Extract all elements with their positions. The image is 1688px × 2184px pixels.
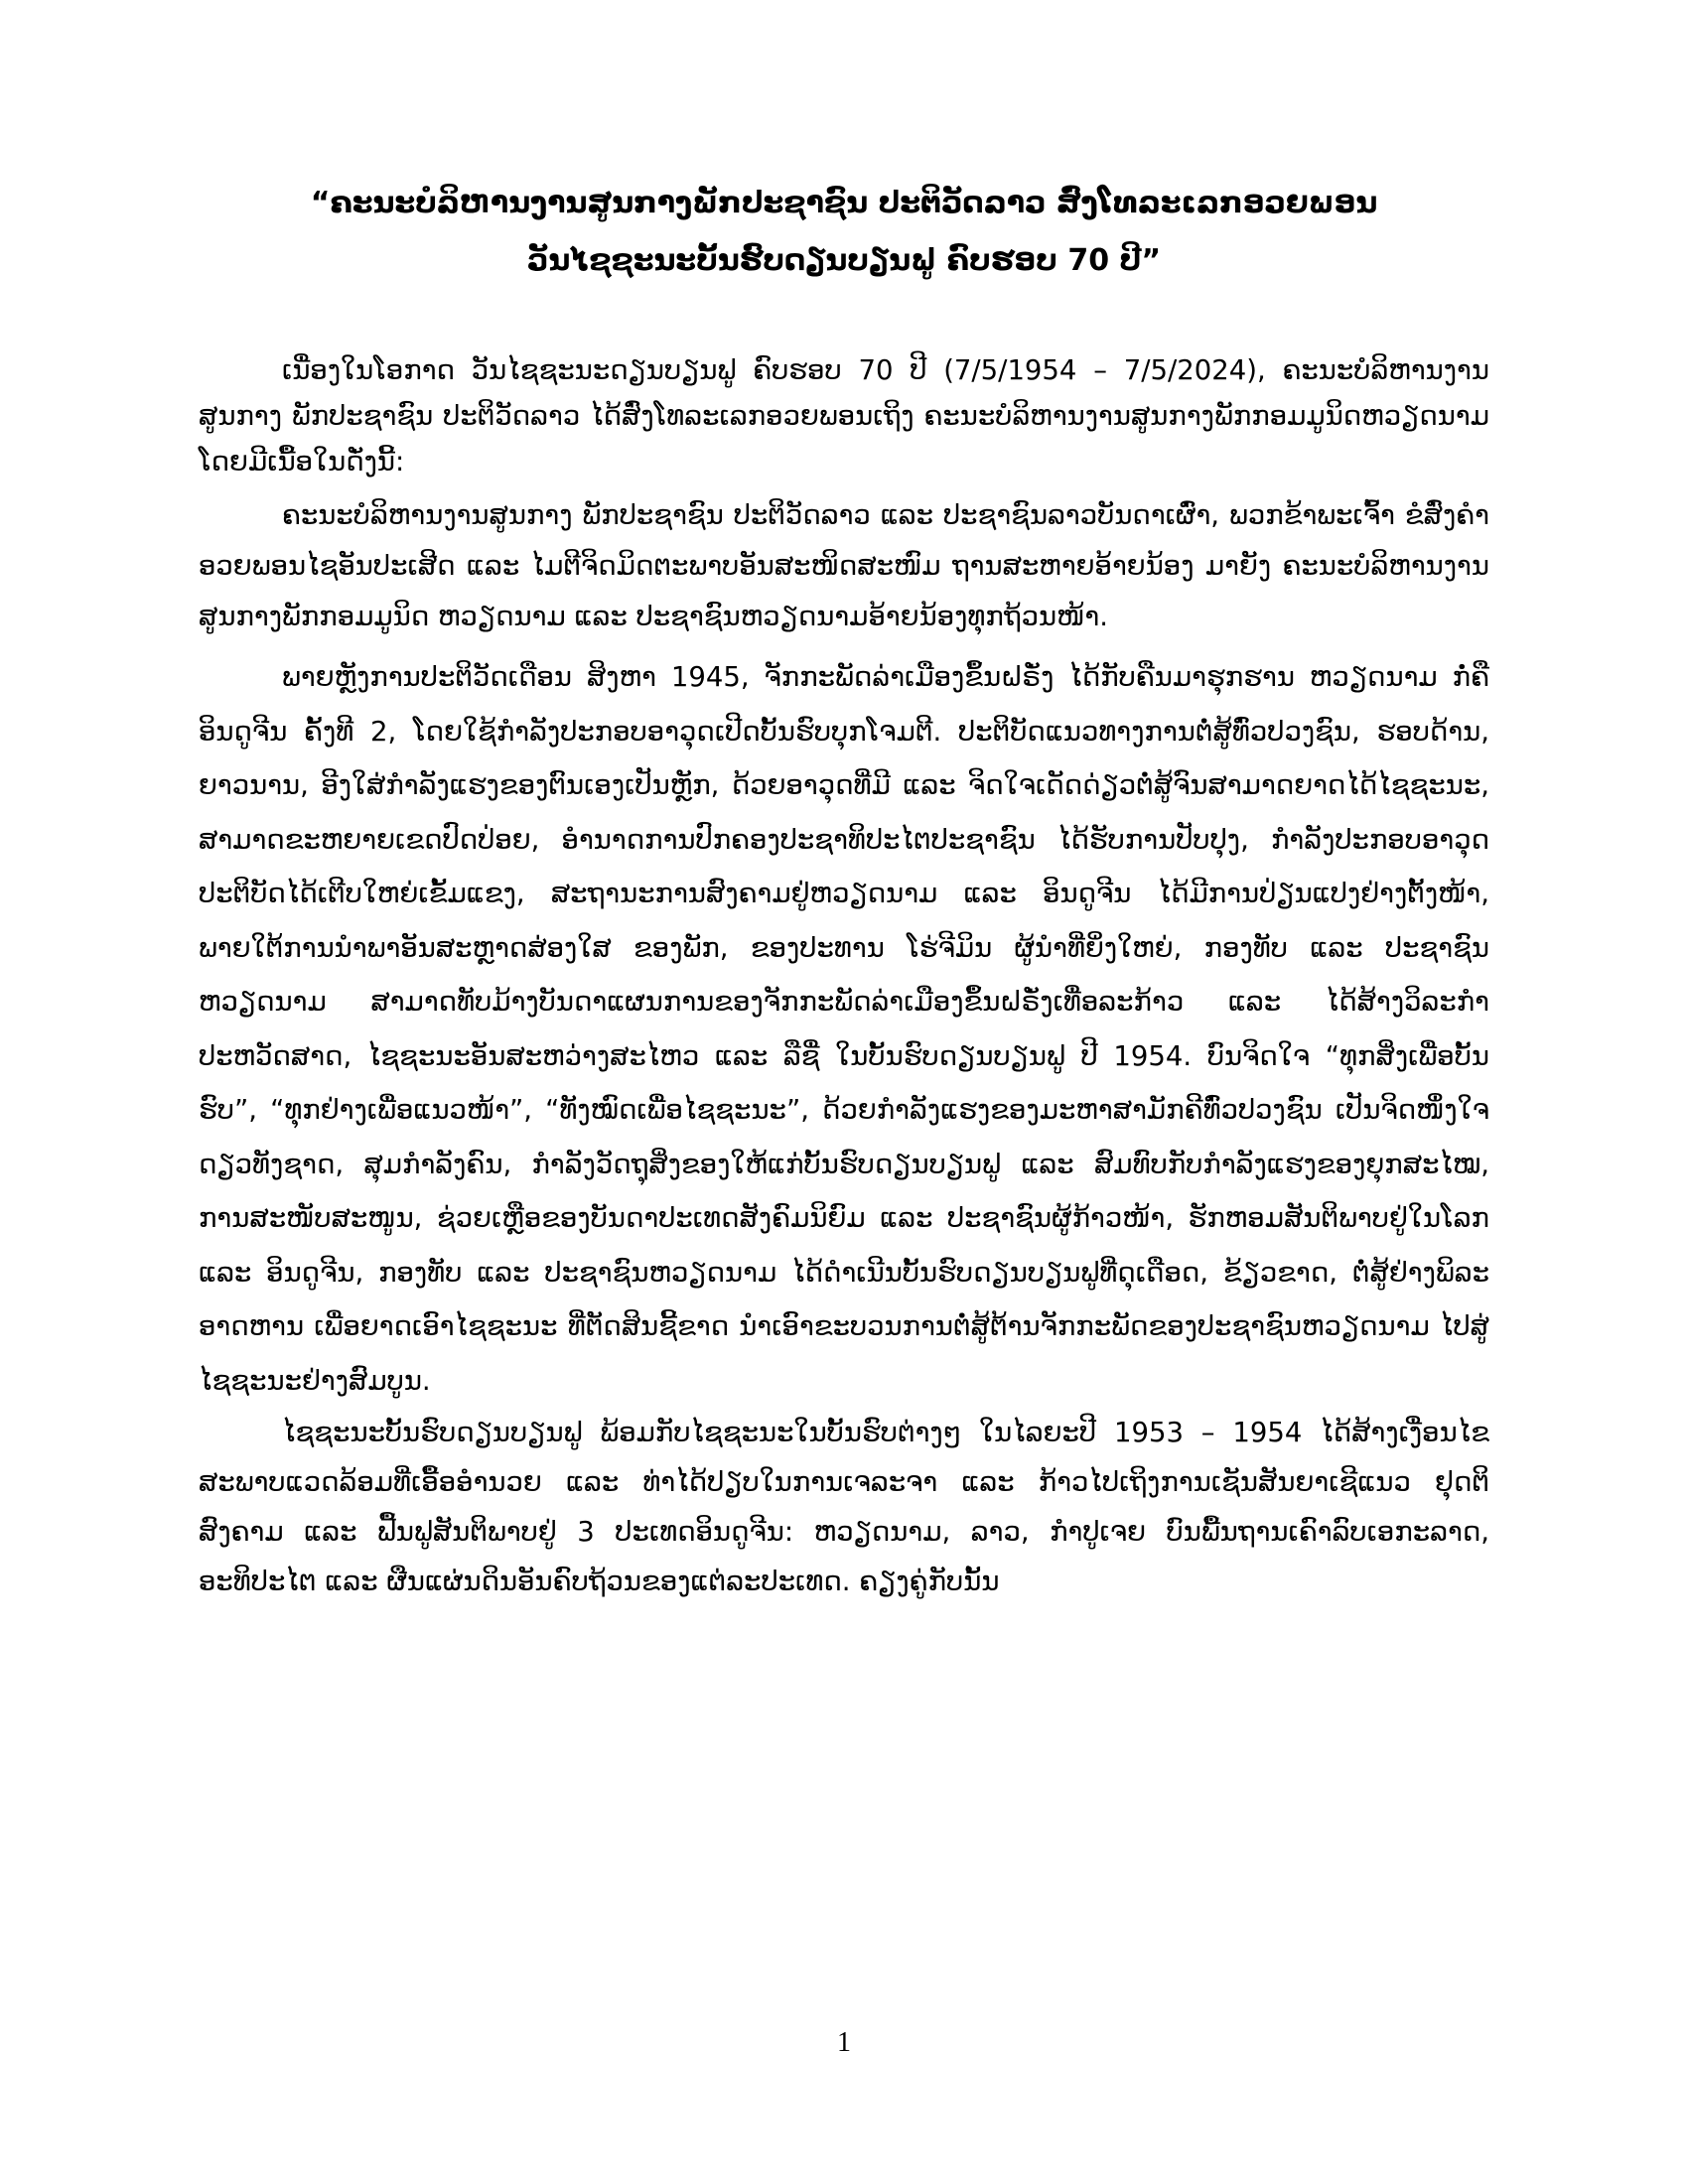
paragraph-outcome: ໄຊຊະນະບັ້ນຮົບດຽນບຽນຟູ ພ້ອມກັບໄຊຊະນະໃນບັ້ນຮົບຕ່າງໆ ໃນໄລຍະປີ 1953 – 1954 ໄດ້ສ້າງເງື່ອນໄຂສະພາບແວດລ້ອມທີ່ເອື້ອອໍານວຍ ແລະ ທ່າໄດ້ປຽບໃນການເຈລະຈາ ແລະ ກ້າວໄປເຖິງການເຊັນສັນຍາເຊີແນວ ຢຸດຕິສົງຄາມ ແລະ ຟື້ນຟູສັນຕິພາບຢູ່ 3 ປະເທດອິນດູຈີນ: ຫວຽດນາມ, ລາວ, ກໍາປູເຈຍ ບົນພື້ນຖານເຄົາລົບເອກະລາດ, ອະທິປະໄຕ ແລະ ຜືນແຜ່ນດິນອັນຄົບຖ້ວນຂອງແຕ່ລະປະເທດ. ຄຽງຄູ່ກັບນັ້ນ xyxy=(199,1417,1489,1597)
title-line-2: ວັນໄຊຊະນະບັ້ນຮົບດຽນບຽນຟູ ຄົບຮອບ 70 ປີ” xyxy=(526,243,1162,278)
paragraph-greeting: ຄະນະບໍລິຫານງານສູນກາງ ພັກປະຊາຊົນ ປະຕິວັດລາວ ແລະ ປະຊາຊົນລາວບັນດາເຜົ່າ, ພວກຂ້າພະເຈົ້າ ຂໍສົ່ງຄໍາອວຍພອນໄຊອັນປະເສີດ ແລະ ໄມຕີຈິດມິດຕະພາບອັນສະໜິດສະໜົມ ຖານສະຫາຍອ້າຍນ້ອງ ມາຍັງ ຄະນະບໍລິຫານງານສູນກາງພັກກອມມູນິດ ຫວຽດນາມ ແລະ ປະຊາຊົນຫວຽດນາມອ້າຍນ້ອງທຸກຖ້ວນໜ້າ. xyxy=(199,499,1489,632)
paragraph-intro: ເນື່ອງໃນໂອກາດ ວັນໄຊຊະນະດຽນບຽນຟູ ຄົບຮອບ 70 ປີ (7/5/1954 – 7/5/2024), ຄະນະບໍລິຫານງານສູນກາງ ພັກປະຊາຊົນ ປະຕິວັດລາວ ໄດ້ສົ່ງໂທລະເລກອວຍພອນເຖິງ ຄະນະບໍລິຫານງານສູນກາງພັກກອມມູນິດຫວຽດນາມ ໂດຍມີເນື້ອໃນດັ່ງນີ້: xyxy=(199,354,1489,478)
page-number: 1 xyxy=(837,2027,851,2058)
paragraph-history: ພາຍຫຼັງການປະຕິວັດເດືອນ ສິງຫາ 1945, ຈັກກະພັດລ່າເມືອງຂຶ້ນຝຣັ່ງ ໄດ້ກັບຄືນມາຮຸກຮານ ຫວຽດນາມ ກໍ່ຄື ອິນດູຈີນ ຄັ້ງທີ 2, ໂດຍໃຊ້ກໍາລັງປະກອບອາວຸດເປີດບັ້ນຮົບບຸກໂຈມຕີ. ປະຕິບັດແນວທາງການຕໍ່ສູ້ທົ່ວປວງຊົນ, ຮອບດ້ານ, ຍາວນານ, ອີງໃສ່ກໍາລັງແຮງຂອງຕົນເອງເປັນຫຼັກ, ດ້ວຍອາວຸດທີ່ມີ ແລະ ຈິດໃຈເດັດດ່ຽວຕໍ່ສູ້ຈົນສາມາດຍາດໄດ້ໄຊຊະນະ, ສາມາດຂະຫຍາຍເຂດປົດປ່ອຍ, ອໍານາດການປົກຄອງປະຊາທິປະໄຕປະຊາຊົນ ໄດ້ຮັບການປັບປຸງ, ກໍາລັງປະກອບອາວຸດປະຕິບັດໄດ້ເຕີບໃຫຍ່ເຂັ້ມແຂງ, ສະຖານະການສົງຄາມຢູ່ຫວຽດນາມ ແລະ ອິນດູຈີນ ໄດ້ມີການປ່ຽນແປງຢ່າງຕັ້ງໜ້າ, ພາຍໃຕ້ການນໍາພາອັນສະຫຼາດສ່ອງໃສ ຂອງພັກ, ຂອງປະທານ ໂຮ່ຈີມິນ ຜູ້ນໍາທີ່ຍິ່ງໃຫຍ່, ກອງທັບ ແລະ ປະຊາຊົນຫວຽດນາມ ສາມາດທັບມ້າງບັນດາແຜນການຂອງຈັກກະພັດລ່າເມືອງຂຶ້ນຝຣັ່ງເທື່ອລະກ້າວ ແລະ ໄດ້ສ້າງວິລະກໍາປະຫວັດສາດ, ໄຊຊະນະອັນສະຫວ່າງສະໄຫວ ແລະ ລືຊື່ ໃນບັ້ນຮົບດຽນບຽນຟູ ປີ 1954. ບົນຈິດໃຈ “ທຸກສິ່ງເພື່ອບັ້ນຮົບ”, “ທຸກຢ່າງເພື່ອແນວໜ້າ”, “ທັງໝົດເພື່ອໄຊຊະນະ”, ດ້ວຍກໍາລັງແຮງຂອງມະຫາສາມັກຄີທົ່ວປວງຊົນ ເປັນຈິດໜຶ່ງໃຈດຽວທັງຊາດ, ສຸມກໍາລັງຄົນ, ກໍາລັງວັດຖຸສິ່ງຂອງໃຫ້ແກ່ບັ້ນຮົບດຽນບຽນຟູ ແລະ ສົມທົບກັບກໍາລັງແຮງຂອງຍຸກສະໄໝ, ການສະໜັບສະໜູນ, ຊ່ວຍເຫຼືອຂອງບັນດາປະເທດສັງຄົມນິຍົມ ແລະ ປະຊາຊົນຜູ້ກ້າວໜ້າ, ຮັກຫອມສັນຕິພາບຢູ່ໃນໂລກ ແລະ ອິນດູຈີນ, ກອງທັບ ແລະ ປະຊາຊົນຫວຽດນາມ ໄດ້ດໍາເນີນບັ້ນຮົບດຽນບຽນຟູທີ່ດຸເດືອດ, ຂ້ຽວຂາດ, ຕໍ່ສູ້ຢ່າງພິລະອາດຫານ ເພື່ອຍາດເອົາໄຊຊະນະ ທີ່ຕັດສິນຊີ້ຂາດ ນໍາເອົາຂະບວນການຕໍ່ສູ້ຕ້ານຈັກກະພັດຂອງປະຊາຊົນຫວຽດນາມ ໄປສູ່ໄຊຊະນະຢ່າງສົມບູນ. xyxy=(199,661,1489,1397)
title-line-1: “ຄະນະບໍລິຫານງານສູນກາງພັກປະຊາຊົນ ປະຕິວັດລາວ ສົ່ງໂທລະເລກອວຍພອນ xyxy=(310,186,1378,220)
document-title xyxy=(179,175,1509,290)
document-body xyxy=(199,347,1489,1606)
